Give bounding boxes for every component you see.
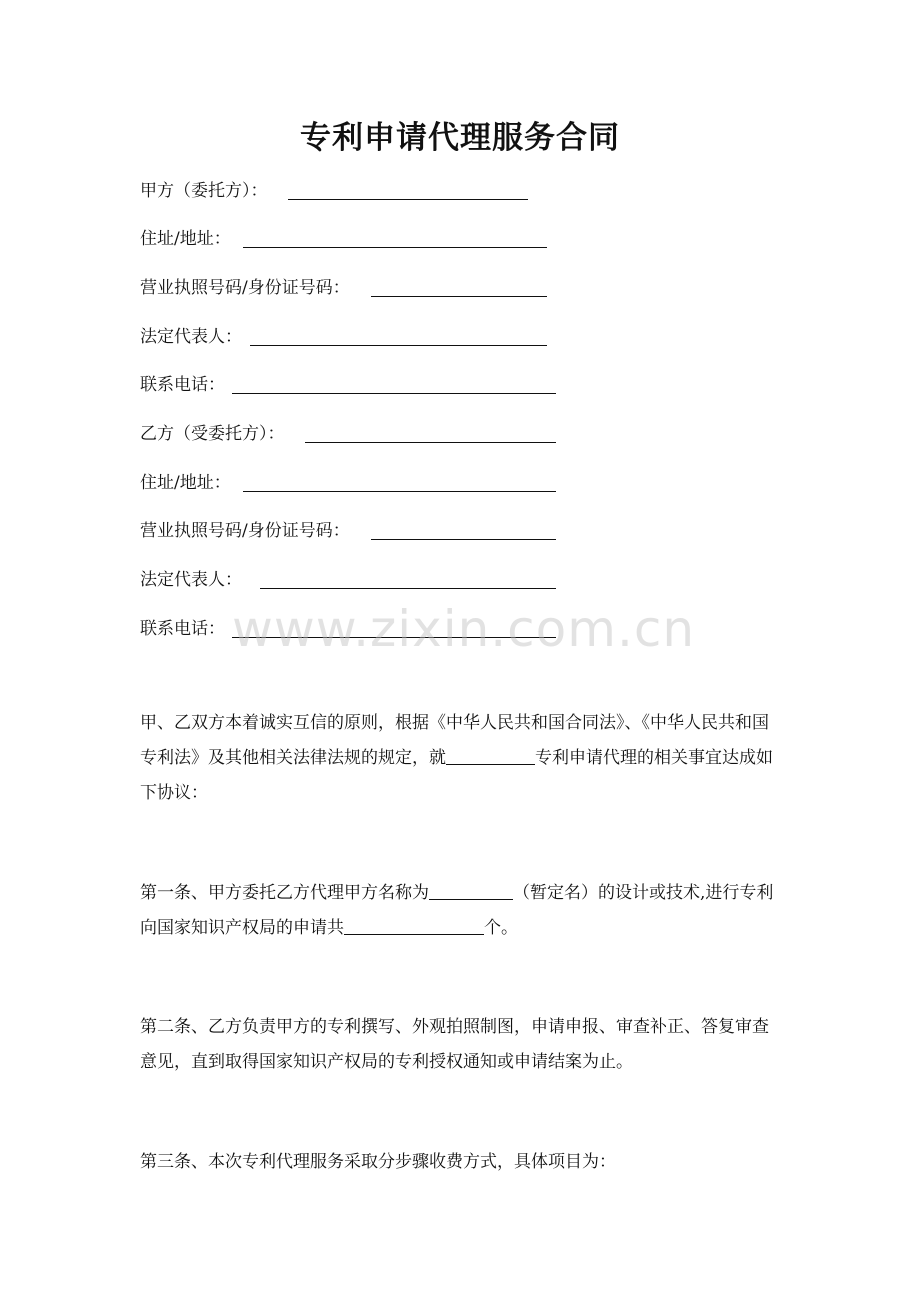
party-a-address-row <box>140 226 231 252</box>
article-1-paragraph <box>140 876 785 946</box>
field-label: 营业执照号码/身份证号码： <box>140 278 350 298</box>
field-label: 甲方（委托方）： <box>140 181 268 201</box>
intro-text-2: 专利申请代理的相关事宜达成如下协议： <box>140 748 773 803</box>
party-a-phone-blank[interactable] <box>232 372 556 394</box>
application-count-blank[interactable] <box>344 914 484 935</box>
party-a-representative-row <box>140 324 242 350</box>
article-1-text-1: 第一条、甲方委托乙方代理甲方名称为 <box>140 883 429 903</box>
party-b-phone-row <box>140 616 225 642</box>
party-a-name-blank[interactable] <box>288 178 528 200</box>
field-label: 法定代表人： <box>140 570 242 590</box>
party-a-license-blank[interactable] <box>371 275 547 297</box>
watermark: www.zixin.com.cn <box>232 600 696 658</box>
article-3-paragraph: 第三条、本次专利代理服务采取分步骤收费方式，具体项目为： <box>140 1152 616 1172</box>
party-b-license-blank[interactable] <box>371 518 556 540</box>
field-label: 联系电话： <box>140 375 225 395</box>
field-label: 乙方（受委托方）： <box>140 424 285 444</box>
party-b-representative-blank[interactable] <box>260 567 556 589</box>
project-name-blank[interactable] <box>446 744 535 765</box>
party-a-phone-row <box>140 372 225 398</box>
party-b-license-row <box>140 518 350 544</box>
party-a-address-blank[interactable] <box>243 226 547 248</box>
field-label: 住址/地址： <box>140 473 231 493</box>
party-a-name-row <box>140 178 268 204</box>
article-1-text-2: （暂定名）的设计或技术,进行专利向国家知识产权局的申请共 <box>140 883 774 938</box>
intro-paragraph <box>140 706 785 811</box>
field-label: 营业执照号码/身份证号码： <box>140 521 350 541</box>
field-label: 联系电话： <box>140 619 225 639</box>
field-label: 住址/地址： <box>140 229 231 249</box>
party-b-name-row <box>140 421 285 447</box>
document-title: 专利申请代理服务合同 <box>300 120 620 156</box>
article-1-text-3: 个。 <box>484 918 518 938</box>
field-label: 法定代表人： <box>140 327 242 347</box>
party-b-representative-row <box>140 567 242 593</box>
party-b-address-row <box>140 470 231 496</box>
party-b-name-blank[interactable] <box>305 421 556 443</box>
article-2-paragraph: 第二条、乙方负责甲方的专利撰写、外观拍照制图，申请申报、审查补正、答复审查意见，直到取得国家知识产权局的专利授权通知或申请结案为止。 <box>140 1017 769 1072</box>
party-a-representative-blank[interactable] <box>250 324 547 346</box>
party-a-license-row <box>140 275 350 301</box>
party-b-address-blank[interactable] <box>243 470 556 492</box>
intro-text-1: 甲、乙双方本着诚实互信的原则，根据《中华人民共和国合同法》、《中华人民共和国专利法》及其他相关法律法规的规定，就 <box>140 713 769 768</box>
design-name-blank[interactable] <box>429 879 513 900</box>
